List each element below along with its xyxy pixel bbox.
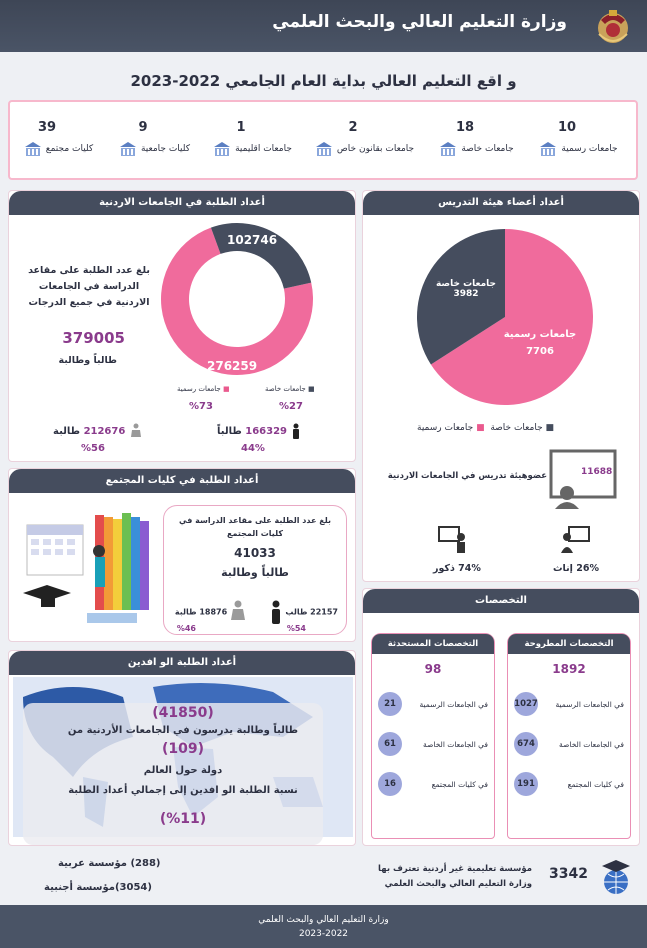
presentation-board-icon (549, 449, 619, 511)
slice-value: 7706 (526, 346, 554, 357)
international-pct: (%11) (159, 811, 207, 827)
female-students (53, 423, 143, 439)
female-label: طالبة (174, 607, 197, 617)
stat-label: جامعات خاصة (461, 144, 514, 154)
row-label: في كليات المجتمع (567, 779, 624, 789)
countries-count: (109) (161, 741, 205, 757)
faculty-male-pct: 74% ذكور (433, 563, 481, 574)
stat-special-law-universities (306, 120, 422, 157)
stat-regional-universities (202, 120, 302, 157)
community-female-pct: %46 (176, 624, 196, 633)
female-person-icon (129, 423, 143, 439)
desc-line: مؤسسة تعليمية غير أردنية تعترف بها (378, 864, 532, 874)
stat-label: كليات مجتمع (45, 144, 94, 154)
stat-label: كليات جامعية (140, 144, 191, 154)
stat-label: جامعات اقليمية (235, 144, 292, 154)
desc-line: بلغ عدد الطلبة على مقاعد الدراسة في (179, 516, 331, 525)
legend-label: جامعات خاصة (490, 423, 543, 433)
female-value: 18876 (199, 607, 228, 617)
community-stats-box (163, 505, 347, 635)
stat-public-universities (528, 120, 628, 157)
offered-row (508, 764, 630, 804)
slice-name: جامعات خاصة (435, 279, 497, 289)
faculty-legend: ■ جامعات خاصة ■ جامعات رسمية (417, 423, 555, 433)
panel-title: أعداد الطلبة في الجامعات الاردنية (9, 191, 355, 215)
community-total: 41033 (234, 546, 276, 560)
slice-name: جامعات رسمية (503, 329, 577, 340)
row-label: في الجامعات الخاصة (559, 739, 624, 749)
public-value-label: 276259 (207, 359, 258, 373)
faculty-panel (362, 190, 640, 582)
ministry-emblem-icon (591, 4, 635, 48)
female-teacher-icon (559, 525, 593, 555)
community-female (175, 600, 246, 624)
new-title: التخصصات المستحدثة (372, 634, 494, 654)
stat-value: 1 (236, 120, 246, 135)
foreign-institutions: (3054)مؤسسة أجنبية (44, 882, 152, 893)
female-label: طالبة (53, 426, 81, 437)
row-value: 21 (378, 692, 402, 716)
international-line3: نسبة الطلبة الو افدين إلى إجمالي أعداد الطلبة (68, 785, 298, 796)
stat-university-colleges (104, 120, 204, 157)
public-pct: %73 (189, 401, 213, 412)
row-value: 674 (514, 732, 538, 756)
specializations-panel (362, 588, 640, 846)
stat-value: 18 (455, 120, 475, 135)
female-person-icon (230, 600, 246, 624)
private-pct: %27 (279, 401, 303, 412)
footer (0, 905, 647, 948)
stat-value: 9 (138, 120, 148, 135)
offered-column (507, 633, 631, 839)
international-line1: طالباً وطالبة يدرسون في الجامعات الأردنية من (67, 725, 299, 736)
row-label: في الجامعات الخاصة (423, 739, 488, 749)
community-colleges-panel (8, 468, 356, 642)
institutions-strip (8, 852, 640, 902)
faculty-female-pct: 26% إناث (553, 563, 599, 574)
building-icon (212, 141, 232, 157)
male-label: طالب (285, 607, 308, 617)
faculty-total: 11688 (581, 467, 613, 477)
row-value: 61 (378, 732, 402, 756)
row-label: في الجامعات الرسمية (419, 699, 488, 709)
international-count: (41850) (152, 705, 214, 721)
books-calendar-illustration (17, 505, 157, 635)
footer-line: وزارة التعليم العالي والبحث العلمي (258, 915, 389, 925)
page-title: و اقع التعليم العالي بداية العام الجامعي 2022-2023 (130, 72, 517, 90)
stat-value: 10 (557, 120, 577, 135)
desc-line: وزارة التعليم العالي والبحث العلمي (384, 879, 532, 889)
new-row (372, 684, 494, 724)
new-row (372, 724, 494, 764)
community-description (164, 514, 346, 540)
legend-label: جامعات خاصة (265, 385, 306, 393)
institutions-total: 3342 (549, 866, 588, 882)
stat-label: جامعات رسمية (561, 144, 618, 154)
row-value: 191 (514, 772, 538, 796)
stat-value: 2 (348, 120, 358, 135)
row-label: في كليات المجتمع (431, 779, 488, 789)
international-students-panel (8, 650, 356, 846)
faculty-total-label: عضوهيئة تدريس في الجامعات الاردنية (387, 471, 547, 481)
community-male-pct: %54 (286, 624, 306, 633)
institutions-description (378, 862, 532, 892)
globe-graduation-icon (596, 856, 636, 896)
desc-line: الاردنية في جميع الدرجات (28, 297, 150, 308)
panel-title: أعداد أعضاء هيئة التدريس (363, 191, 639, 215)
legend-label: جامعات رسمية (177, 385, 221, 393)
building-icon (314, 141, 334, 157)
building-icon (438, 141, 458, 157)
footer-line: 2023-2022 (298, 929, 349, 939)
row-label: في الجامعات الرسمية (555, 699, 624, 709)
male-value: 22157 (310, 607, 338, 617)
arab-institutions: (288) مؤسسة عربية (58, 858, 161, 869)
faculty-public-label (495, 329, 585, 357)
slice-value: 3982 (453, 289, 479, 299)
students-total-label: طالباً وطالبة (58, 355, 117, 366)
panel-title: أعداد الطلبة في كليات المجتمع (9, 469, 355, 493)
stat-value: 39 (37, 120, 57, 135)
row-value: 16 (378, 772, 402, 796)
offered-row (508, 724, 630, 764)
building-icon (118, 141, 138, 157)
male-person-icon (269, 600, 283, 624)
desc-line: الدراسة في الجامعات (38, 281, 140, 292)
ministry-title: وزارة التعليم العالي والبحث العلمي (272, 12, 567, 32)
male-students (217, 423, 302, 439)
private-value-label: 102746 (227, 233, 278, 247)
stat-label: جامعات بقانون خاص (336, 144, 415, 154)
new-row (372, 764, 494, 804)
legend-public: ■ جامعات رسمية (177, 385, 230, 393)
male-label: طالباً (217, 426, 242, 437)
students-total: 379005 (62, 329, 125, 347)
offered-title: التخصصات المطروحة (508, 634, 630, 654)
new-column (371, 633, 495, 839)
offered-row (508, 684, 630, 724)
faculty-pie-chart (415, 227, 595, 407)
building-icon (23, 141, 43, 157)
desc-line: بلغ عدد الطلبة على مقاعد (28, 265, 150, 276)
students-description (19, 263, 159, 311)
male-value: 166329 (245, 426, 287, 437)
offered-total: 1892 (552, 662, 586, 676)
desc-line: كليات المجتمع (227, 529, 283, 538)
male-pct: 44% (241, 443, 265, 454)
community-male (269, 600, 338, 624)
male-teacher-icon (435, 525, 469, 555)
row-value: 1027 (514, 692, 538, 716)
stat-community-colleges (8, 120, 108, 157)
female-pct: %56 (81, 443, 105, 454)
panel-title: أعداد الطلبة الو افدين (9, 651, 355, 675)
legend-private: ■ جامعات خاصة (265, 385, 315, 393)
male-person-icon (290, 423, 302, 439)
international-line2: دولة حول العالم (143, 765, 223, 776)
community-total-label: طالباً وطالبة (221, 566, 289, 579)
building-icon (538, 141, 558, 157)
new-total: 98 (424, 662, 442, 676)
female-value: 212676 (83, 426, 126, 437)
stat-private-universities (426, 120, 526, 157)
university-students-panel (8, 190, 356, 462)
faculty-private-label (431, 279, 501, 299)
panel-title: التخصصات (363, 589, 639, 613)
header-bar (0, 0, 647, 52)
legend-label: جامعات رسمية (417, 423, 474, 433)
university-counts-panel (8, 100, 638, 180)
